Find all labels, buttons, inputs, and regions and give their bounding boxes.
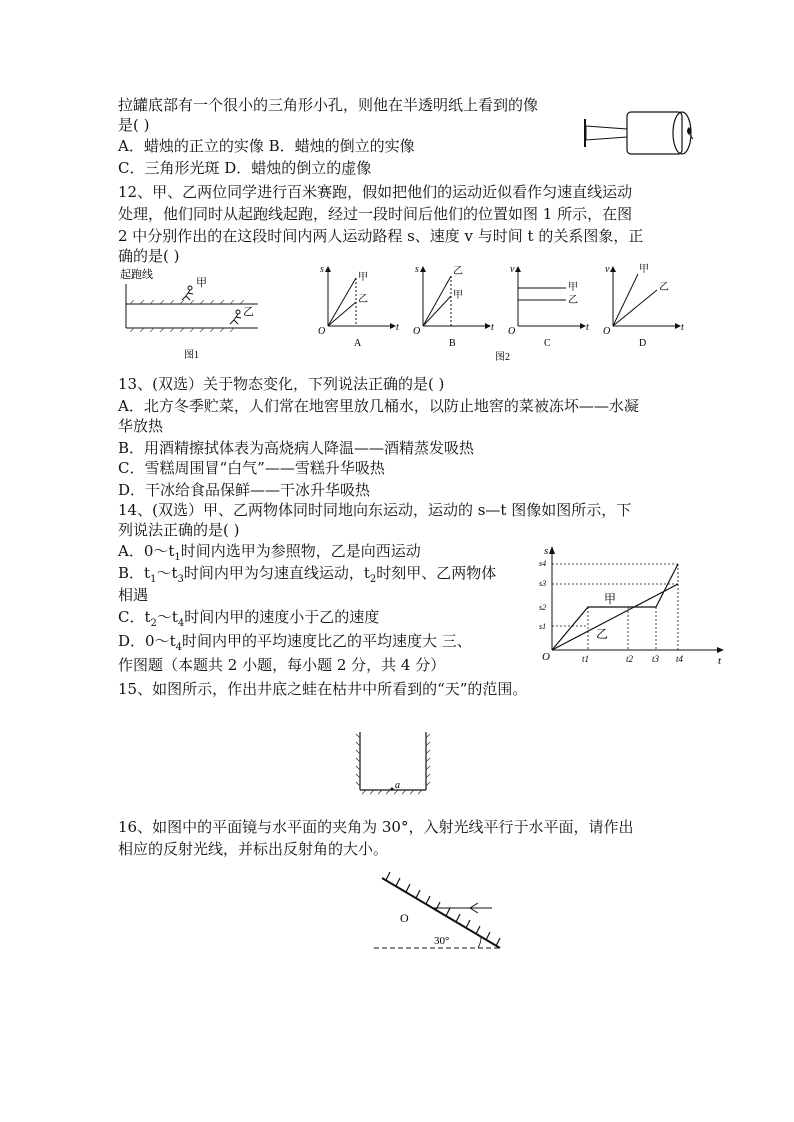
q12-line1: 12、甲、乙两位同学进行百米赛跑，假如把他们的运动近似看作匀速直线运动 (118, 183, 633, 201)
t3-label: t3 (652, 654, 660, 664)
runner-yi-label: 乙 (243, 306, 254, 318)
well-figure (352, 730, 442, 800)
graph-d-bottom: 乙 (659, 282, 669, 293)
graph-c-top: 甲 (568, 282, 578, 293)
point-o-label: O (400, 911, 409, 925)
q14-option-d: D．$0\sim t_4$时间内甲的平均速度比乙的平均速度大 三、 (118, 632, 472, 653)
frog-dot-icon (391, 788, 394, 791)
q14-stem-line2: 列说法正确的是( ) (118, 521, 240, 539)
runner-jia-icon (182, 286, 193, 300)
graph-d-xlabel: t (681, 322, 684, 333)
q14-origin: O (542, 651, 550, 663)
fig1-caption: 图1 (184, 350, 199, 361)
graph-b-top: 乙 (453, 266, 463, 277)
graph-d (603, 263, 684, 349)
q12-line3: 2 中分别作出的在这段时间内两人运动路程 s、速度 v 与时间 t 的关系图象，正 (118, 227, 644, 245)
fig2-caption: 图2 (495, 352, 510, 363)
graph-a-bottom: 乙 (358, 294, 368, 305)
q15-text: 15、如图所示，作出井底之蛙在枯井中所看到的“天”的范围。 (118, 680, 528, 698)
q14-option-b: B．$t_1\sim t_3$时间内甲为匀速直线运动，$t_2$时刻甲、乙两物体 (118, 564, 497, 585)
graph-b (413, 264, 494, 349)
q13-option-d: D．干冰给食品保鲜——干冰升华吸热 (118, 481, 371, 499)
t4-label: t4 (676, 654, 684, 664)
q12-line4: 确的是( ) (118, 247, 180, 265)
t2-label: t2 (626, 654, 634, 664)
graph-a-xlabel: t (396, 322, 399, 333)
graph-d-origin: O (603, 326, 611, 337)
graph-c-ylabel: v (510, 264, 515, 275)
graph-c-letter: C (544, 338, 551, 349)
graph-d-top: 甲 (639, 264, 649, 275)
graph-b-xlabel: t (491, 322, 494, 333)
q11-line1: 拉罐底部有一个很小的三角形小孔，则他在半透明纸上看到的像 (118, 96, 539, 114)
q14-xlabel: t (718, 655, 722, 667)
graph-c-xlabel: t (586, 322, 589, 333)
graph-a (318, 264, 399, 349)
q14-ylabel: s (544, 545, 549, 557)
q14-st-graph (532, 542, 732, 670)
q14-option-b-line2: 相遇 (118, 586, 149, 604)
t1-label: t1 (582, 654, 590, 664)
start-line-label: 起跑线 (120, 269, 153, 281)
q14-stem-line1: 14、(双选）甲、乙两物体同时同地向东运动，运动的 s—t 图像如图所示，下 (118, 501, 632, 519)
q13-option-c: C．雪糕周围冒“白气”——雪糕升华吸热 (118, 459, 385, 477)
s2-label: s2 (539, 603, 547, 612)
section-title: 作图题（本题共 2 小题，每小题 2 分，共 4 分） (118, 656, 446, 674)
fig2-graphs (312, 260, 692, 366)
frog-label: a (395, 780, 400, 791)
q14-jia-line (552, 564, 678, 650)
graph-c-origin: O (508, 326, 516, 337)
q14-option-c: C．$t_2\sim t_4$时间内甲的速度小于乙的速度 (118, 608, 380, 629)
q11-options-ab: A．蜡烛的正立的实像 B．蜡烛的倒立的实像 (118, 137, 415, 155)
graph-a-top: 甲 (358, 272, 368, 283)
q16-line1: 16、如图中的平面镜与水平面的夹角为 30°，入射光线平行于水平面，请作出 (118, 818, 634, 836)
q13-option-a-line2: 华放热 (118, 417, 164, 435)
q13-option-b: B．用酒精擦拭体表为高烧病人降温——酒精蒸发吸热 (118, 439, 475, 457)
q16-line2: 相应的反射光线，并标出反射角的大小。 (118, 840, 389, 858)
graph-c-bottom: 乙 (568, 295, 578, 306)
graph-b-bottom: 甲 (453, 290, 463, 301)
q12-line2: 处理，他们同时从起跑线起跑，经过一段时间后他们的位置如图 1 所示，在图 (118, 205, 633, 223)
graph-a-letter: A (354, 338, 362, 349)
graph-b-ylabel: s (415, 264, 419, 275)
angle-label: 30° (434, 935, 450, 947)
graph-a-origin: O (318, 326, 326, 337)
pinhole-can-figure (582, 104, 702, 159)
q14-jia-label: 甲 (604, 592, 617, 606)
graph-b-letter: B (449, 338, 456, 349)
q14-yi-label: 乙 (596, 627, 609, 641)
q11-line2: 是( ) (118, 116, 150, 134)
s1-label: s1 (539, 622, 547, 631)
q14-option-a: A．$0\sim t_1$时间内选甲为参照物，乙是向西运动 (118, 542, 421, 563)
q13-option-a-line1: A．北方冬季贮菜，人们常在地窖里放几桶水，以防止地窖的菜被冻坏——水凝 (118, 397, 639, 415)
q13-stem: 13、(双选）关于物态变化，下列说法正确的是( ) (118, 375, 445, 393)
graph-b-origin: O (413, 326, 421, 337)
runner-yi-icon (230, 310, 241, 324)
graph-a-ylabel: s (320, 264, 324, 275)
runner-jia-label: 甲 (196, 277, 207, 289)
graph-c (508, 264, 589, 349)
graph-d-ylabel: v (605, 264, 610, 275)
mirror-figure (366, 872, 516, 962)
graph-d-letter: D (639, 338, 647, 349)
q11-options-cd: C．三角形光斑 D．蜡烛的倒立的虚像 (118, 159, 372, 177)
race-track-figure (118, 266, 268, 366)
s4-label: s4 (539, 559, 547, 568)
s3-label: s3 (539, 579, 547, 588)
